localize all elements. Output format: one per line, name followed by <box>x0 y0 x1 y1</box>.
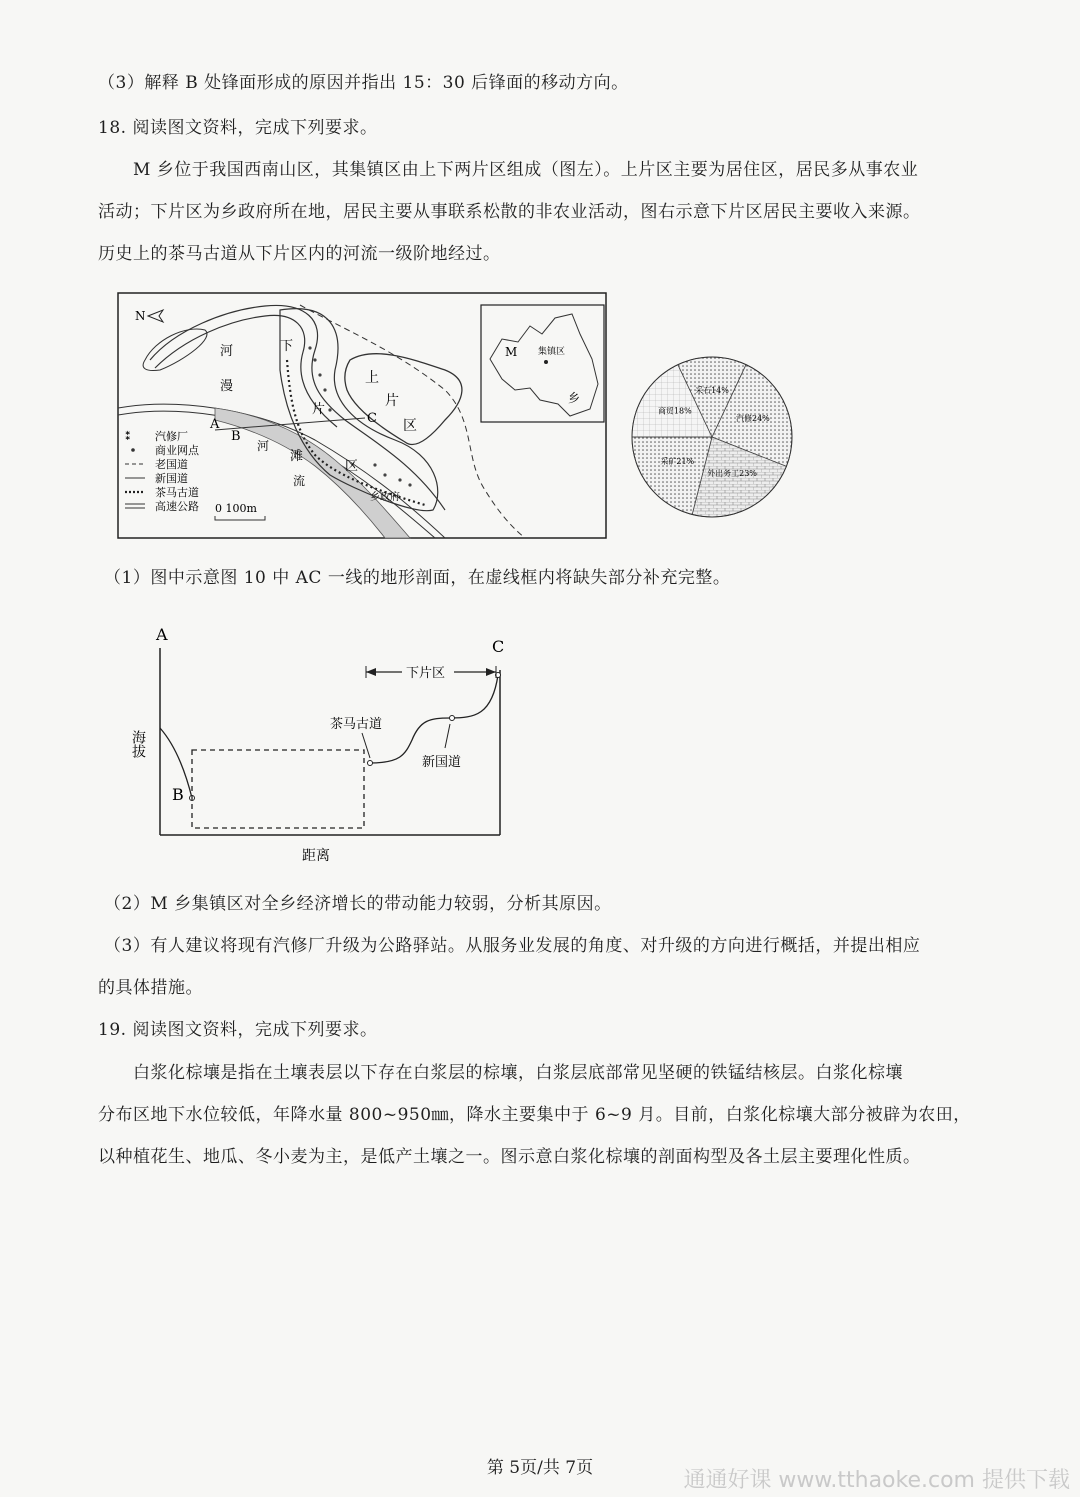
page-footer: 第 5页/共 7页 <box>486 1458 594 1478</box>
y-axis-label: 海拔 <box>130 730 146 758</box>
pie-slice-label: 采矿21% <box>660 456 695 466</box>
map-point-label: A <box>210 417 220 432</box>
svg-text:⁑: ⁑ <box>125 430 131 443</box>
scale-label: 0 100m <box>215 502 257 515</box>
watermark: 通通好课 www.tthaoke.com 提供下载 <box>683 1468 1070 1493</box>
lower-area-label: 下片区 <box>406 666 446 681</box>
map-label: 片 <box>385 393 399 409</box>
point-c: C <box>492 637 505 656</box>
pie-slice-label: 采石14% <box>695 386 729 395</box>
new-road-label: 新国道 <box>422 755 462 770</box>
pie-slice-label: 商贸18% <box>657 406 692 416</box>
q18-text-line2: 活动；下片区为乡政府所在地，居民主要从事联系松散的非农业活动，图右示意下片区居民主要收入来源。 <box>98 202 921 222</box>
q18-text-line1: M 乡位于我国西南山区，其集镇区由上下两片区组成（图左）。上片区主要为居住区，居民多从事农业 <box>133 160 919 180</box>
north-label: N <box>135 309 146 323</box>
q18-part3-line1: （3）有人建议将现有汽修厂升级为公路驿站。从服务业发展的角度、对升级的方向进行概括，并提出相应 <box>104 936 921 956</box>
q19-text-line1: 白浆化棕壤是指在土壤表层以下存在白浆层的棕壤，白浆层底部常见坚硬的铁锰结核层。白浆化棕壤 <box>133 1063 903 1083</box>
q18-part1: （1）图中示意图 10 中 AC 一线的地形剖面，在虚线框内将缺失部分补充完整。 <box>104 568 731 588</box>
map-label: 下 <box>280 339 294 354</box>
inset-map <box>480 304 606 424</box>
point-b: B <box>172 785 184 804</box>
legend-label: 茶马古道 <box>155 486 199 499</box>
map-point-label: C <box>367 411 377 426</box>
q19-text-line2: 分布区地下水位较低，年降水量 800~950㎜，降水主要集中于 6~9 月。目前，白浆化棕壤大部分被辟为农田， <box>98 1105 971 1125</box>
map-label: 区 <box>345 459 359 474</box>
tea-road-label: 茶马古道 <box>330 717 383 732</box>
map-label: 漫 <box>220 379 234 394</box>
map-label: 滩 <box>290 449 304 464</box>
legend-label: 汽修厂 <box>155 430 188 443</box>
inset-xiang: 乡 <box>568 391 581 405</box>
inset-town: 集镇区 <box>538 347 566 357</box>
map-point-label: B <box>231 429 241 444</box>
q18-part3-line2: 的具体措施。 <box>98 978 203 998</box>
pie-slice-label: 汽修24% <box>736 413 770 423</box>
q19-text-line3: 以种植花生、地瓜、冬小麦为主，是低产土壤之一。图示意白浆化棕壤的剖面构型及各土层主要理化性质。 <box>98 1147 921 1167</box>
q19-heading: 19. 阅读图文资料，完成下列要求。 <box>98 1020 378 1040</box>
map-label: 区 <box>403 418 417 434</box>
q17-part3: （3）解释 B 处锋面形成的原因并指出 15：30 后锋面的移动方向。 <box>98 73 629 93</box>
q18-heading: 18. 阅读图文资料，完成下列要求。 <box>98 118 378 138</box>
map-label: 流 <box>293 474 306 488</box>
point-a: A <box>156 625 168 644</box>
legend-label: 老国道 <box>155 458 188 471</box>
q18-text-line3: 历史上的茶马古道从下片区内的河流一级阶地经过。 <box>98 244 501 264</box>
profile-diagram <box>130 620 530 870</box>
legend-label: 高速公路 <box>155 500 199 513</box>
q18-part2: （2）M 乡集镇区对全乡经济增长的带动能力较弱，分析其原因。 <box>104 894 612 914</box>
map-label: 河 <box>220 344 234 359</box>
inset-m: M <box>505 345 518 359</box>
map-label: 乡政府 <box>370 492 400 503</box>
pie-slice-label: 外出务工23% <box>707 469 757 479</box>
map-label: 上 <box>365 370 379 386</box>
map-label: 片 <box>312 402 326 417</box>
income-pie-chart <box>625 352 800 522</box>
map-label: 河 <box>257 439 270 453</box>
legend-label: 商业网点 <box>155 444 199 457</box>
x-axis-label: 距离 <box>302 848 330 864</box>
legend-label: 新国道 <box>155 472 188 485</box>
